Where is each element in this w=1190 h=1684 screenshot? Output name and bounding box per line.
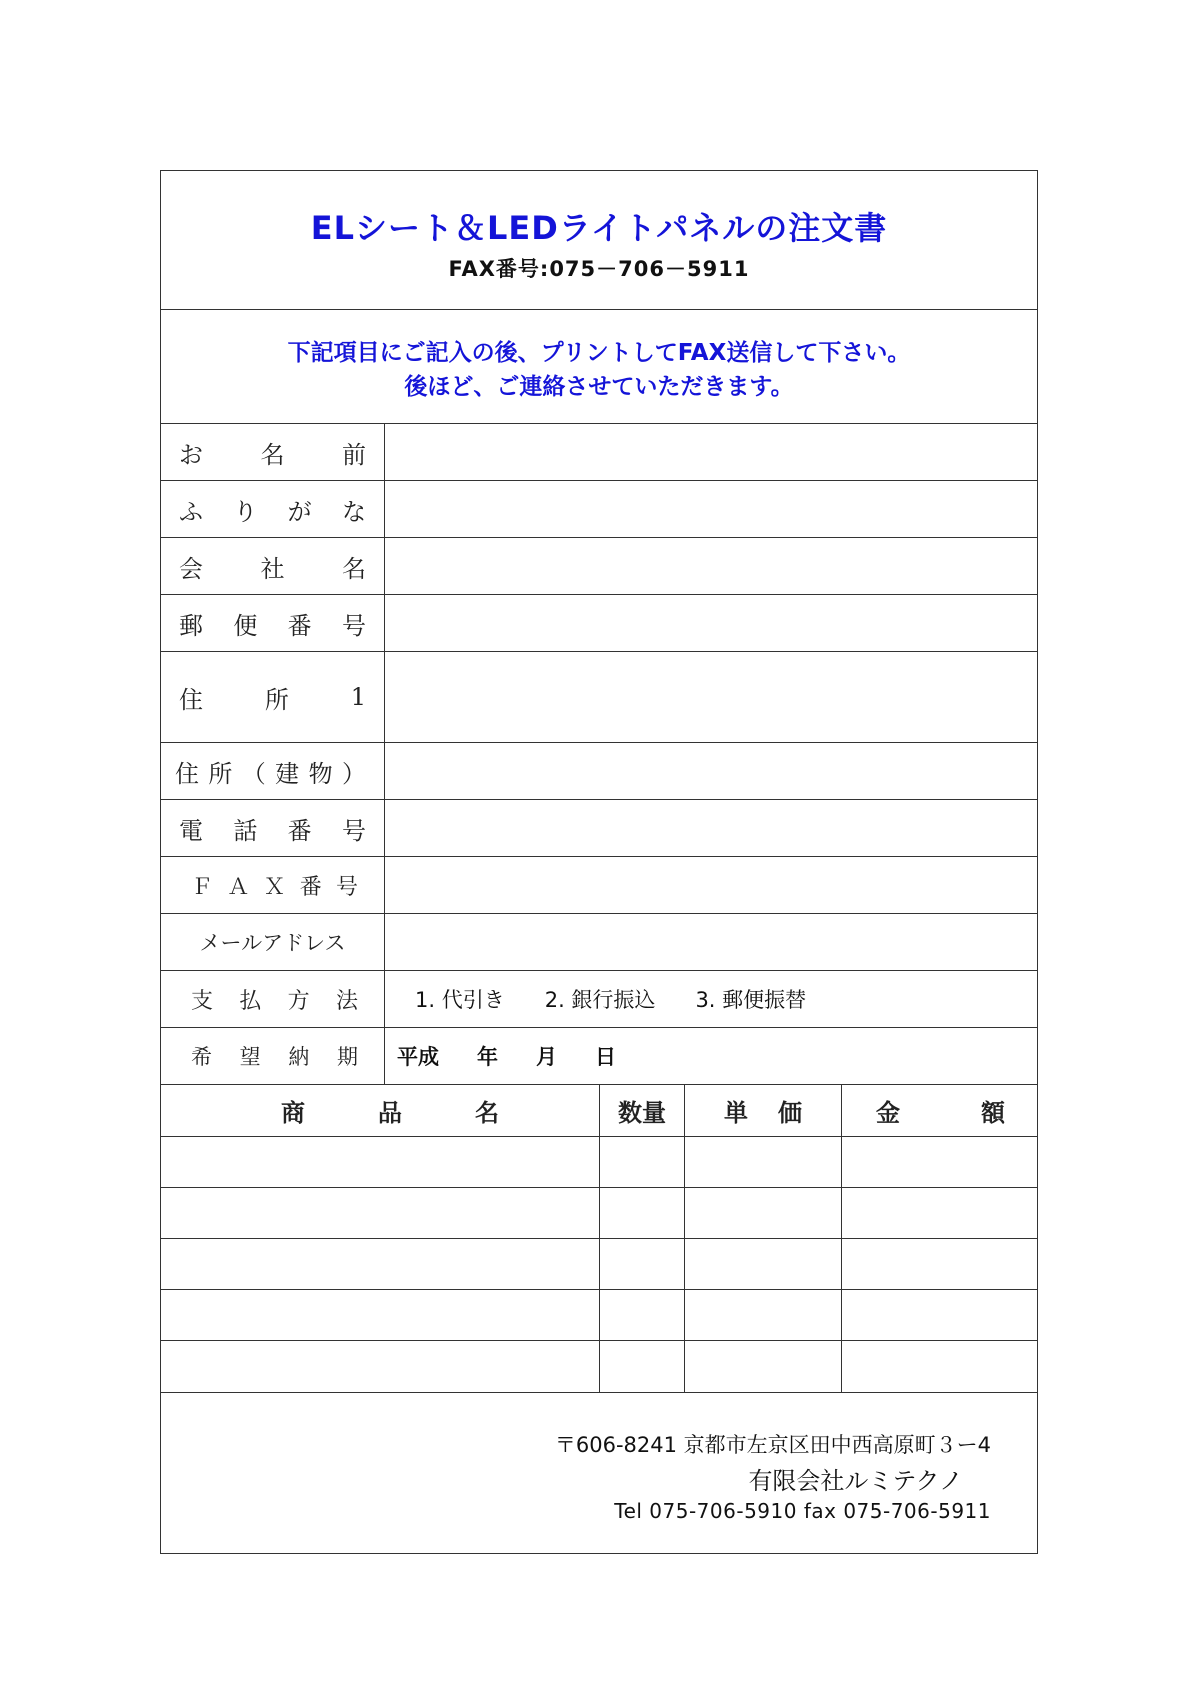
header-qty: 数量 (600, 1085, 685, 1136)
fax-number-header: FAX番号:075－706－5911 (448, 257, 750, 281)
era-label: 平成 (397, 1045, 439, 1069)
payment-options (385, 971, 1037, 1027)
label-char: 名 (260, 440, 285, 469)
label-char: 望 (239, 1045, 261, 1069)
phone-field[interactable] (385, 800, 1037, 856)
delivery-date-field[interactable] (385, 1028, 1037, 1084)
label-char: （ (241, 759, 266, 788)
instruction-line-1: 下記項目にご記入の後、プリントしてFAX送信して下さい。 (287, 340, 911, 366)
label-address1 (161, 652, 385, 742)
payment-option-postal[interactable]: 3. 郵便振替 (695, 988, 807, 1012)
label-char: 物 (308, 759, 333, 788)
payment-option-cod[interactable]: 1. 代引き (415, 988, 505, 1012)
qty-cell[interactable] (600, 1239, 685, 1289)
label-char: 払 (239, 988, 262, 1014)
label-char: 納 (288, 1045, 310, 1069)
row-company (161, 538, 1037, 595)
label-char: 建 (275, 759, 300, 788)
row-postal (161, 595, 1037, 652)
label-char: お (179, 440, 203, 469)
company-field[interactable] (385, 538, 1037, 594)
row-address1 (161, 652, 1037, 743)
address1-field[interactable] (385, 652, 1037, 742)
order-form (160, 170, 1038, 1554)
label-char: が (287, 497, 312, 526)
label-char: 希 (191, 1045, 212, 1069)
amount-cell[interactable] (842, 1239, 1037, 1289)
label-company (161, 538, 385, 594)
instruction-section (161, 310, 1037, 424)
product-cell[interactable] (161, 1290, 600, 1340)
company-address: 〒606-8241 京都市左京区田中西高原町３ー4 (554, 1433, 991, 1457)
label-char: り (233, 497, 258, 526)
label-char: 住 (179, 685, 203, 714)
label-char: 番 (287, 816, 312, 845)
header-char: 額 (981, 1099, 1005, 1127)
label-char: 話 (233, 816, 258, 845)
header-char: 商 (281, 1099, 305, 1127)
row-name (161, 424, 1037, 481)
label-char: 方 (287, 988, 310, 1014)
header-product (161, 1085, 600, 1136)
label-char: 住 (175, 759, 199, 788)
label-char: 号 (335, 874, 358, 900)
label-fax (161, 857, 385, 913)
row-furigana (161, 481, 1037, 538)
label-char: ふ (179, 497, 203, 526)
table-row (161, 1188, 1037, 1239)
label-char: 所 (264, 685, 289, 714)
company-footer (161, 1393, 1037, 1553)
row-delivery (161, 1028, 1037, 1085)
label-char: 番 (287, 611, 312, 640)
label-delivery (161, 1028, 385, 1084)
label-furigana (161, 481, 385, 537)
header-char: 価 (778, 1099, 802, 1127)
payment-option-bank[interactable]: 2. 銀行振込 (544, 988, 656, 1012)
header-char: 品 (378, 1099, 402, 1127)
title-section (161, 171, 1037, 310)
postal-field[interactable] (385, 595, 1037, 651)
label-char: 番 (299, 874, 322, 900)
unit-price-cell[interactable] (685, 1188, 842, 1238)
row-payment (161, 971, 1037, 1028)
label-phone (161, 800, 385, 856)
label-payment (161, 971, 385, 1027)
header-unit-price (685, 1085, 842, 1136)
header-char: 名 (475, 1099, 499, 1127)
qty-cell[interactable] (600, 1137, 685, 1187)
label-char: 前 (342, 440, 366, 469)
label-char: 名 (342, 554, 366, 583)
table-row (161, 1290, 1037, 1341)
furigana-field[interactable] (385, 481, 1037, 537)
amount-cell[interactable] (842, 1290, 1037, 1340)
amount-cell[interactable] (842, 1341, 1037, 1392)
header-char: 単 (724, 1099, 748, 1127)
unit-price-cell[interactable] (685, 1341, 842, 1392)
label-char: 会 (179, 554, 203, 583)
header-amount (842, 1085, 1037, 1136)
instruction-line-2: 後ほど、ご連絡させていただきます。 (404, 374, 794, 400)
day-label: 日 (595, 1045, 616, 1069)
label-address2 (161, 743, 385, 799)
label-char: 号 (341, 816, 366, 845)
label-char: 郵 (179, 611, 203, 640)
label-char: ） (341, 759, 366, 788)
label-char: 所 (208, 759, 233, 788)
product-cell[interactable] (161, 1239, 600, 1289)
qty-cell[interactable] (600, 1290, 685, 1340)
label-char: 電 (179, 816, 203, 845)
label-char: 社 (260, 554, 285, 583)
company-contact: Tel 075-706-5910 fax 075-706-5911 (614, 1499, 991, 1523)
header-char: 金 (876, 1099, 900, 1127)
table-row (161, 1137, 1037, 1188)
items-header (161, 1085, 1037, 1137)
label-char: Ｘ (263, 874, 286, 900)
table-row (161, 1341, 1037, 1393)
label-char: Ａ (227, 874, 250, 900)
label-char: 便 (233, 611, 258, 640)
address2-field[interactable] (385, 743, 1037, 799)
label-char: 期 (336, 1045, 358, 1069)
email-field[interactable] (385, 914, 1037, 970)
table-row (161, 1239, 1037, 1290)
unit-price-cell[interactable] (685, 1290, 842, 1340)
row-fax (161, 857, 1037, 914)
label-char: 支 (191, 988, 214, 1014)
qty-cell[interactable] (600, 1341, 685, 1392)
row-email (161, 914, 1037, 971)
fax-field[interactable] (385, 857, 1037, 913)
unit-price-cell[interactable] (685, 1239, 842, 1289)
product-cell[interactable] (161, 1188, 600, 1238)
product-cell[interactable] (161, 1137, 600, 1187)
product-cell[interactable] (161, 1341, 600, 1392)
qty-cell[interactable] (600, 1188, 685, 1238)
label-char: 1 (350, 683, 366, 711)
label-email: メールアドレス (161, 914, 385, 970)
year-label: 年 (477, 1045, 498, 1069)
label-char: な (341, 497, 366, 526)
row-address2 (161, 743, 1037, 800)
amount-cell[interactable] (842, 1188, 1037, 1238)
label-name (161, 424, 385, 480)
form-title: ELシート＆LEDライトパネルの注文書 (310, 209, 888, 247)
unit-price-cell[interactable] (685, 1137, 842, 1187)
name-field[interactable] (385, 424, 1037, 480)
label-char: Ｆ (191, 874, 214, 900)
row-phone (161, 800, 1037, 857)
label-postal (161, 595, 385, 651)
month-label: 月 (536, 1045, 557, 1069)
amount-cell[interactable] (842, 1137, 1037, 1187)
label-char: 号 (341, 611, 366, 640)
company-name: 有限会社ルミテクノ (748, 1467, 963, 1495)
label-char: 法 (335, 988, 358, 1014)
